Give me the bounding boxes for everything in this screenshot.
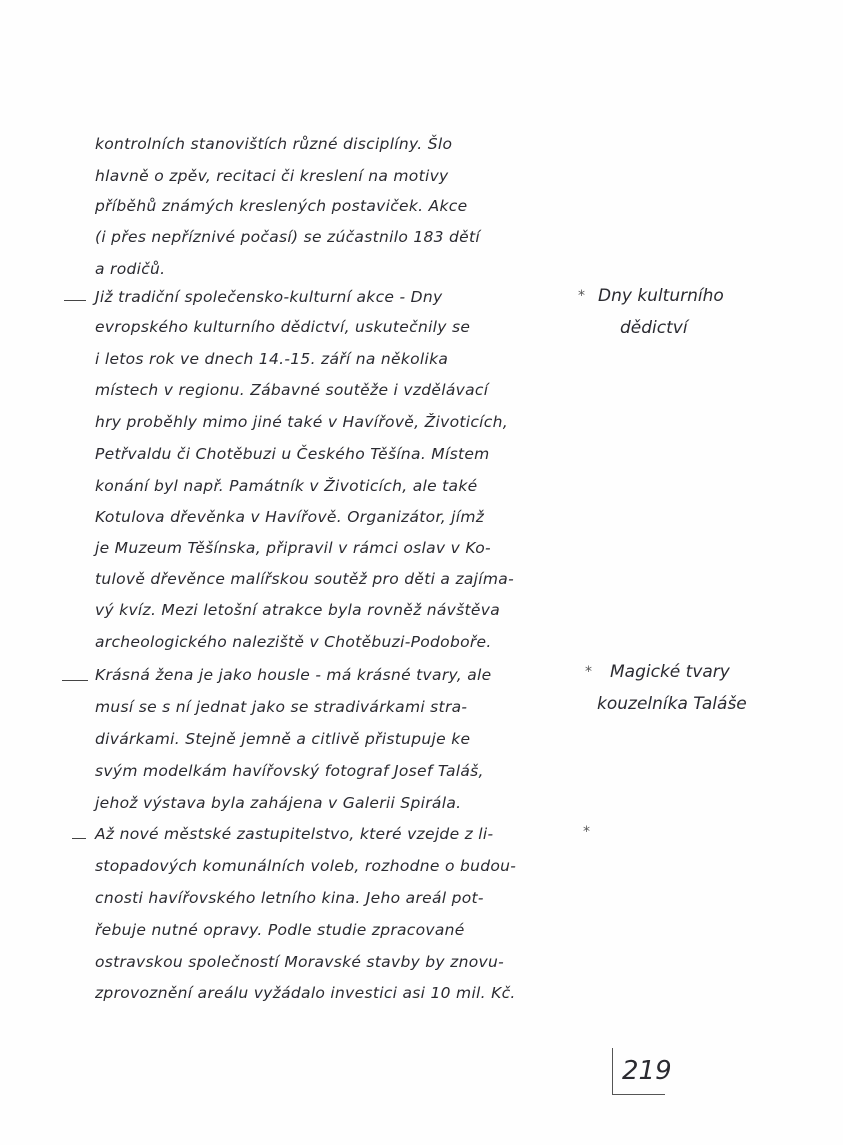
text-line: Kotulova dřevěnka v Havířově. Organizátor, jímž bbox=[95, 508, 485, 526]
margin-note: kouzelníka Taláše bbox=[597, 694, 747, 714]
text-line: evropského kulturního dědictví, uskutečnily se bbox=[95, 318, 471, 336]
text-line: příběhů známých kreslených postaviček. Akce bbox=[95, 197, 468, 215]
text-line: hlavně o zpěv, recitaci či kreslení na motivy bbox=[95, 167, 449, 185]
text-line: ostravskou společností Moravské stavby by znovu- bbox=[95, 953, 504, 971]
text-line: zprovoznění areálu vyžádalo investici asi 10 mil. Kč. bbox=[95, 984, 516, 1002]
text-line: je Muzeum Těšínska, připravil v rámci oslav v Ko- bbox=[95, 539, 491, 557]
text-line: kontrolních stanovištích různé disciplíny. Šlo bbox=[95, 135, 453, 153]
text-line: řebuje nutné opravy. Podle studie zpracované bbox=[95, 921, 465, 939]
text-line: Již tradiční společensko-kulturní akce - Dny bbox=[95, 288, 443, 306]
text-line: Až nové městské zastupitelstvo, které vzejde z li- bbox=[95, 825, 494, 843]
text-line: konání byl např. Památník v Životicích, ale také bbox=[95, 477, 478, 495]
text-line: i letos rok ve dnech 14.-15. září na několika bbox=[95, 350, 449, 368]
text-line: hry proběhly mimo jiné také v Havířově, Životicích, bbox=[95, 413, 508, 431]
asterisk-mark: * bbox=[585, 664, 592, 680]
text-line: jehož výstava byla zahájena v Galerii Spirála. bbox=[95, 794, 462, 812]
margin-note: Magické tvary bbox=[610, 662, 730, 682]
text-line: a rodičů. bbox=[95, 260, 166, 278]
text-line: stopadových komunálních voleb, rozhodne o budou- bbox=[95, 857, 517, 875]
text-line: místech v regionu. Zábavné soutěže i vzdělávací bbox=[95, 381, 489, 399]
text-line: archeologického naleziště v Chotěbuzi-Podoboře. bbox=[95, 633, 492, 651]
text-line: musí se s ní jednat jako se stradivárkami stra- bbox=[95, 698, 468, 716]
text-line: Krásná žena je jako housle - má krásné tvary, ale bbox=[95, 666, 492, 684]
paragraph-dash bbox=[72, 838, 86, 839]
asterisk-mark: * bbox=[578, 288, 585, 304]
text-line: (i přes nepříznivé počasí) se zúčastnilo 183 dětí bbox=[95, 228, 480, 246]
text-line: divárkami. Stejně jemně a citlivě přistupuje ke bbox=[95, 730, 471, 748]
text-line: tulově dřevěnce malířskou soutěž pro děti a zajíma- bbox=[95, 570, 514, 588]
margin-note: Dny kulturního bbox=[598, 286, 724, 306]
page-number: 219 bbox=[622, 1056, 672, 1086]
paragraph-dash bbox=[62, 680, 88, 681]
asterisk-mark: * bbox=[583, 824, 590, 840]
paragraph-dash bbox=[64, 300, 86, 301]
text-line: svým modelkám havířovský fotograf Josef Taláš, bbox=[95, 762, 484, 780]
text-line: vý kvíz. Mezi letošní atrakce byla rovněž návštěva bbox=[95, 601, 500, 619]
margin-note: dědictví bbox=[620, 318, 688, 338]
text-line: cnosti havířovského letního kina. Jeho areál pot- bbox=[95, 889, 484, 907]
text-line: Petřvaldu či Chotěbuzi u Českého Těšína. Místem bbox=[95, 445, 490, 463]
